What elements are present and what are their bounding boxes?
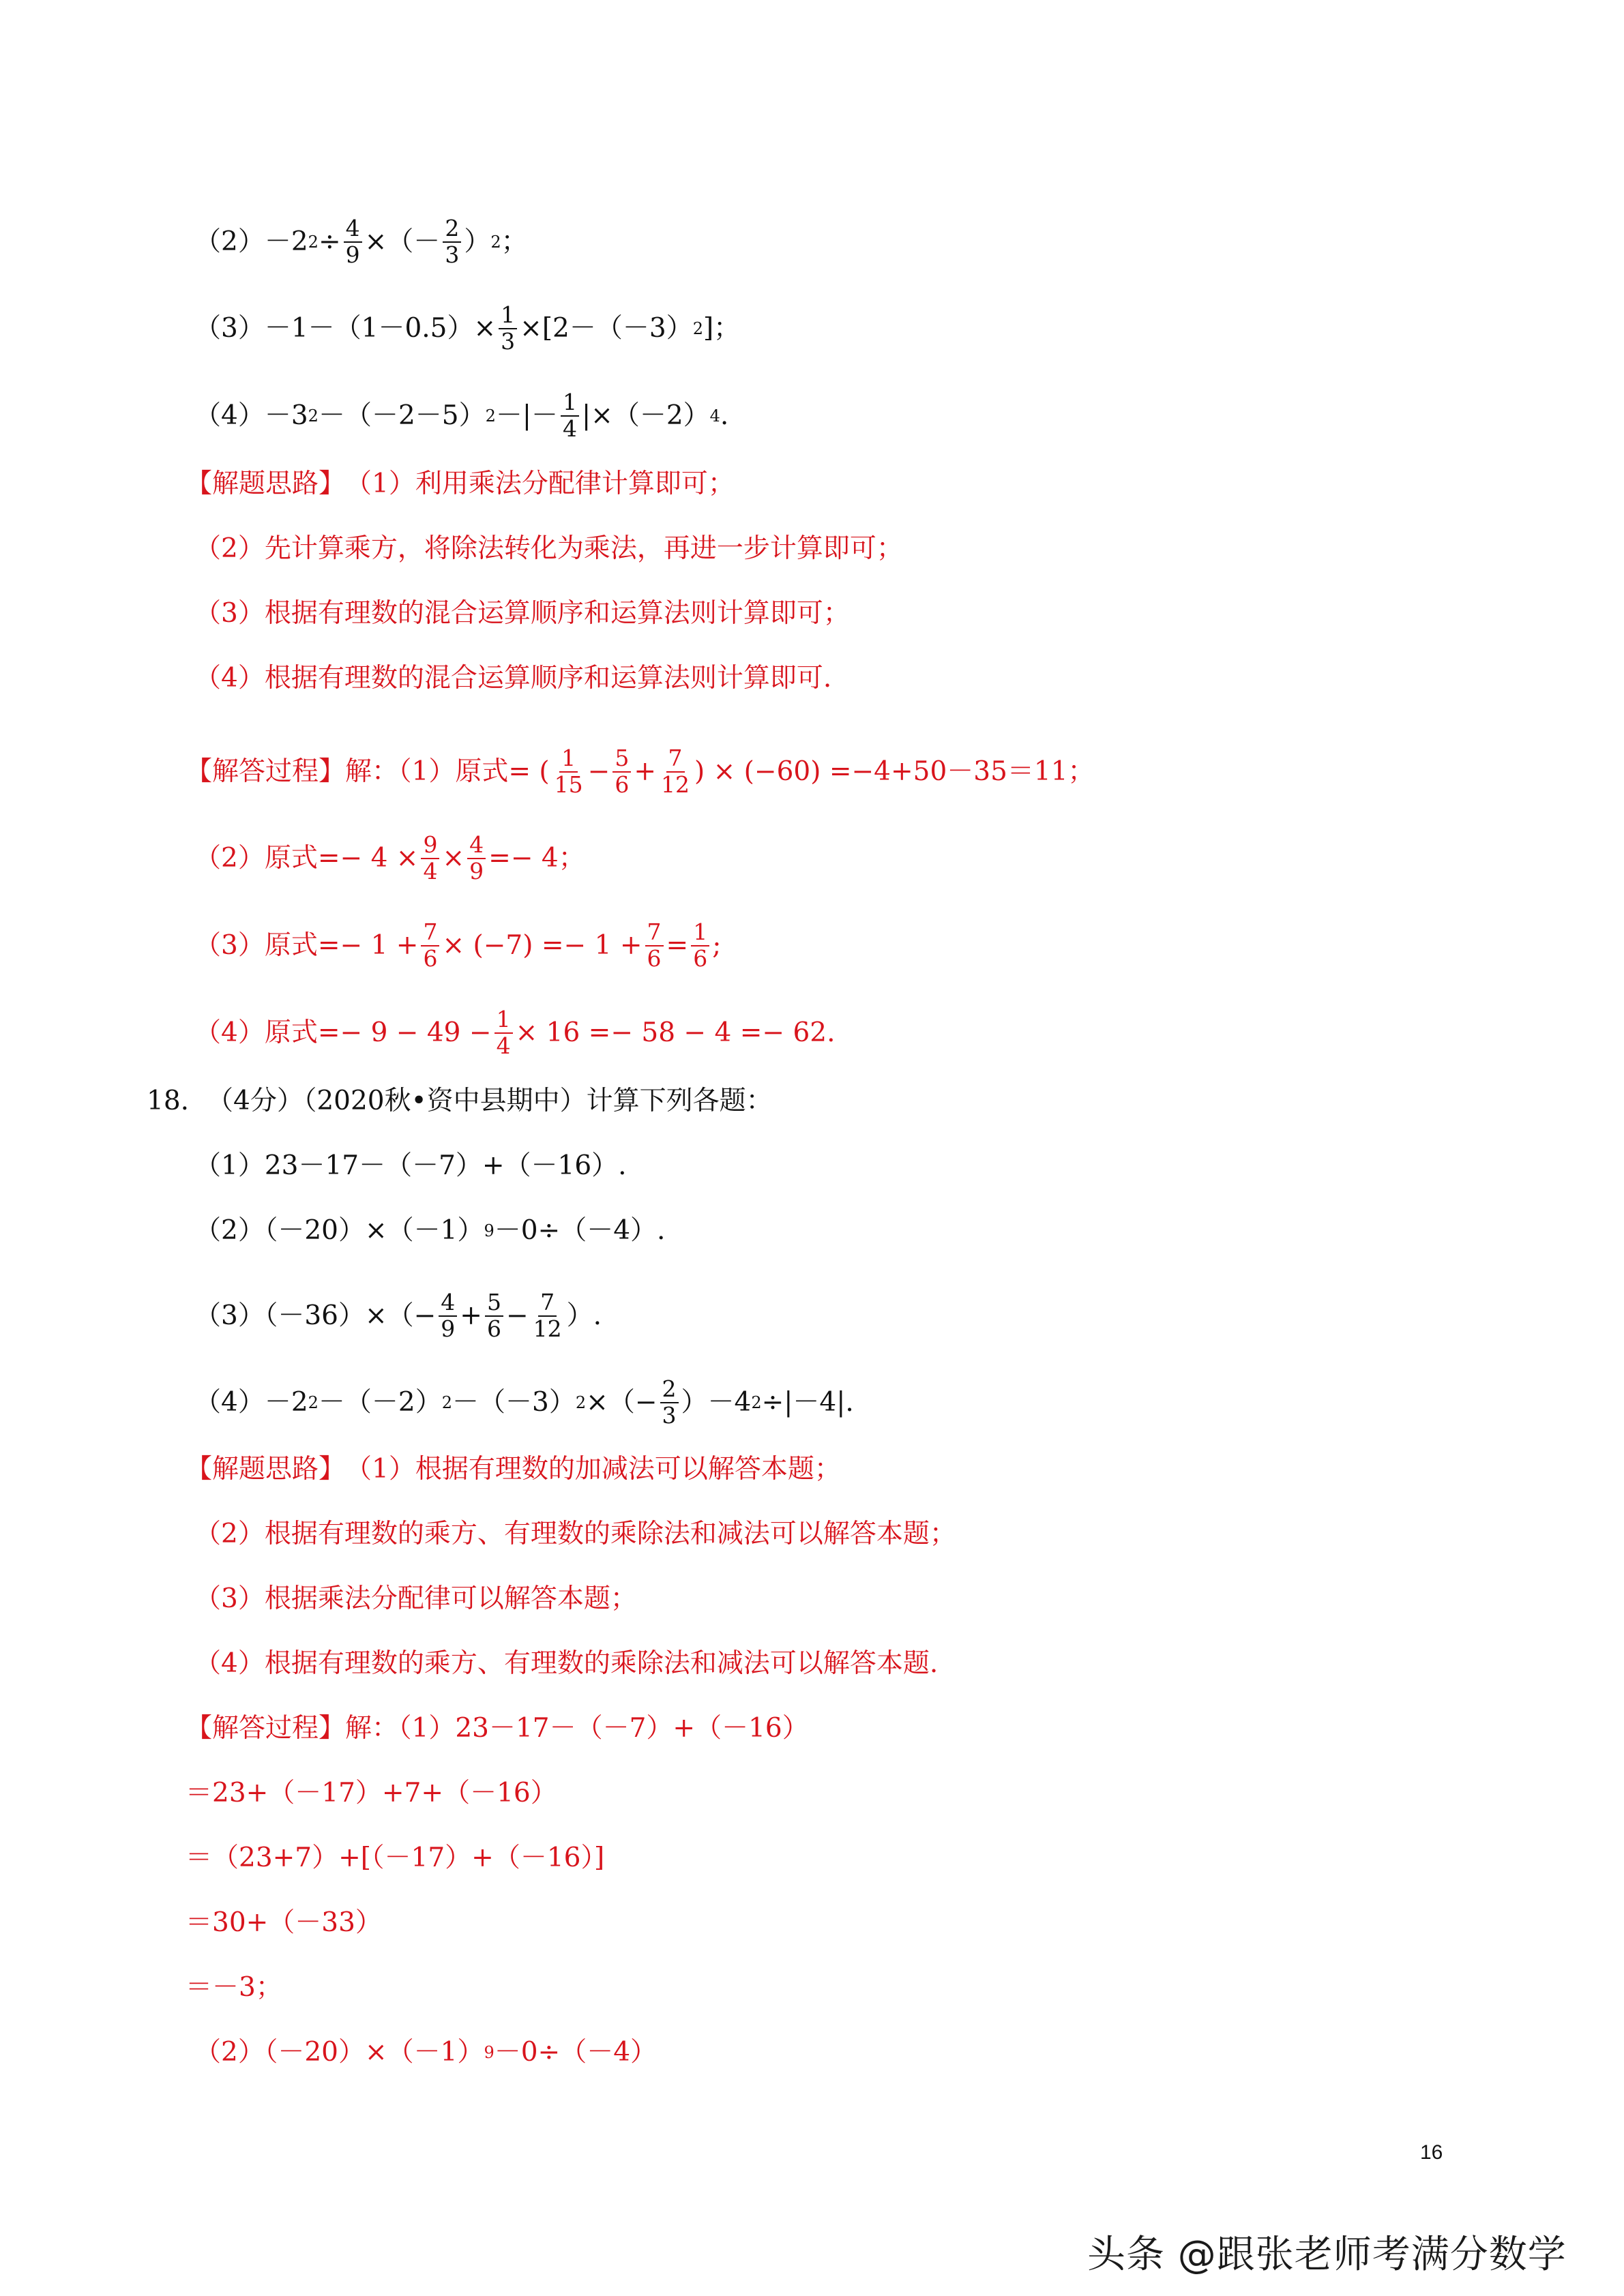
q18-thinking-line-3: （3）根据乘法分配律可以解答本题； <box>194 1583 637 1614</box>
prev-problem-2: （2） －2 2 ÷ $\frac{4}{9}$ ×（－ $\frac{2}{3}$ ） 2 ； <box>194 215 528 268</box>
q18-answer-line-3: ＝（23+7）+[（－17）+（－16）] <box>186 1843 605 1873</box>
fraction: $\frac{4}{9}$ <box>439 1291 457 1341</box>
fraction: $\frac{1}{3}$ <box>499 303 517 353</box>
fraction: $\frac{1}{4}$ <box>494 1008 513 1058</box>
fraction: $\frac{2}{3}$ <box>443 217 461 267</box>
fraction: $\frac{7}{12}$ <box>533 1289 562 1342</box>
fraction: $\frac{9}{4}$ <box>421 833 439 883</box>
prev-answer-line-4: （4）原式=− 9 − 49 − $\frac{1}{4}$ × 16 =− 58 − 4 =− 62. <box>194 1006 836 1059</box>
prev-problem-3: （3） －1－（1－0.5）× $\frac{1}{3}$ ×[2－（－3） 2 ]； <box>194 301 741 355</box>
prev-thinking-line-4: （4）根据有理数的混合运算顺序和运算法则计算即可. <box>194 663 832 694</box>
q18-thinking-line-1: 【解题思路】 （1）根据有理数的加减法可以解答本题； <box>186 1454 841 1485</box>
q18-thinking-line-4: （4）根据有理数的乘方、有理数的乘除法和减法可以解答本题. <box>194 1648 939 1679</box>
fraction: $\frac{1}{6}$ <box>691 921 709 970</box>
prev-problem-4: （4） －3 2 －（－2－5） 2 －|－ $\frac{1}{4}$ |×（－2） 4 . <box>194 389 729 442</box>
question-18-header: 18. （4分）（2020秋•资中县期中）计算下列各题： <box>147 1086 773 1116</box>
prev-answer-line-1: 【解答过程】 解：（1）原式= ( $\frac{1}{15}$ − $\frac{5}{6}$ + $\frac{7}{12}$ ) × (−60) =−4+50－35＝11； <box>186 745 1095 798</box>
fraction: $\frac{5}{6}$ <box>612 747 631 796</box>
q18-answer-line-6: （2）（－20）×（－1） 9 －0÷（－4） <box>194 2037 658 2068</box>
prev-answer-line-2: （2）原式=− 4 × $\frac{9}{4}$ × $\frac{4}{9}$ =− 4； <box>194 831 585 884</box>
fraction: $\frac{1}{4}$ <box>561 391 579 441</box>
q18-answer-line-1: 【解答过程】 解：（1）23－17－（－7）+（－16） <box>186 1713 809 1744</box>
fraction: $\frac{7}{6}$ <box>645 921 664 970</box>
prev-thinking-line-3: （3）根据有理数的混合运算顺序和运算法则计算即可； <box>194 598 850 629</box>
page-number: 16 <box>1420 2141 1443 2164</box>
q18-problem-4: （4）－2 2 －（－2） 2 －（－3） 2 ×（− $\frac{2}{3}$ ）－4 2 ÷|－4|. <box>194 1375 854 1429</box>
prev-thinking-line-2: （2）先计算乘方，将除法转化为乘法，再进一步计算即可； <box>194 533 903 564</box>
q18-thinking-line-2: （2）根据有理数的乘方、有理数的乘除法和减法可以解答本题； <box>194 1519 956 1549</box>
fraction: $\frac{4}{9}$ <box>467 833 486 883</box>
prev-answer-line-3: （3）原式=− 1 + $\frac{7}{6}$ × (−7) =− 1 + $\frac{7}{6}$ = $\frac{1}{6}$ ; <box>194 919 722 972</box>
q18-problem-3: （3）（－36）×（− $\frac{4}{9}$ + $\frac{5}{6}$ − $\frac{7}{12}$ ）. <box>194 1289 602 1342</box>
fraction: $\frac{7}{12}$ <box>661 745 690 798</box>
fraction: $\frac{7}{6}$ <box>421 921 439 970</box>
watermark: 头条 @跟张老师考满分数学 <box>1087 2233 1567 2277</box>
fraction: $\frac{4}{9}$ <box>344 217 362 267</box>
q18-answer-line-5: ＝－3； <box>186 1972 282 2003</box>
q18-answer-line-4: ＝30+（－33） <box>186 1907 382 1938</box>
fraction: $\frac{1}{15}$ <box>554 745 583 798</box>
prev-thinking-line-1: 【解题思路】 （1）利用乘法分配律计算即可； <box>186 468 735 499</box>
q18-answer-line-2: ＝23+（－17）+7+（－16） <box>186 1778 557 1808</box>
fraction: $\frac{2}{3}$ <box>660 1377 679 1427</box>
fraction: $\frac{5}{6}$ <box>485 1291 503 1341</box>
q18-problem-2: （2）（－20）×（－1） 9 －0÷（－4）. <box>194 1215 666 1246</box>
q18-problem-1: （1）23－17－（－7）+（－16）. <box>194 1150 627 1181</box>
